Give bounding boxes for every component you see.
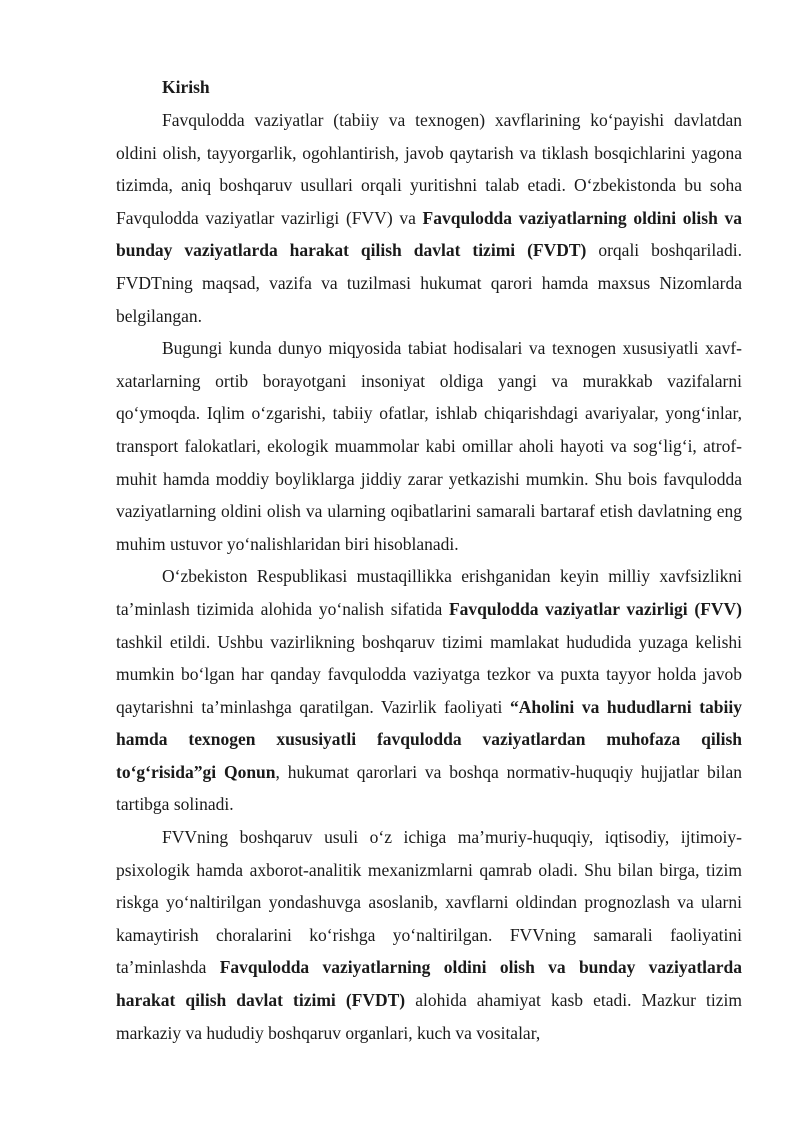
- paragraph-3-bold-1: Favqulodda vaziyatlar vazirligi (FVV): [448, 598, 742, 619]
- paragraph-3-text-3: , hukumat qarorlari va boshqa normativ-huquqiy hujjatlar bilan tartibga solinadi.: [116, 761, 742, 815]
- paragraph-3: [116, 560, 742, 821]
- paragraph-1: [116, 104, 742, 332]
- paragraph-1-text-1: Favqulodda vaziyatlar (tabiiy va texnogen) xavflarining ko‘payishi davlatdan oldini olish, tayyorgarlik, ogohlantirish, javob qaytarish va tiklash bosqichlarini yagona tizimda, aniq boshqaruv usullari orqali yuritishni talab etadi. O‘zbekistonda bu soha Favqulodda vaziyatlar vazirligi (FVV) va: [116, 110, 742, 228]
- document-body: [116, 70, 742, 1049]
- paragraph-1-text-2: orqali boshqariladi. FVDTning maqsad, vazifa va tuzilmasi hukumat qarori hamda maxsus Nizomlarda belgilangan.: [116, 240, 743, 326]
- paragraph-3-bold-2: “Aholini va hududlarni tabiiy hamda texnogen xususiyatli favqulodda vaziyatlardan muhofaza qilish to‘g‘risida”gi Qonun: [116, 696, 742, 782]
- paragraph-4: [116, 821, 742, 1049]
- section-heading: Kirish: [162, 77, 210, 97]
- paragraph-2-text-1: Bugungi kunda dunyo miqyosida tabiat hodisalari va texnogen xususiyatli xavf-xatarlarning ortib borayotgani insoniyat oldiga yangi va murakkab vazifalarni qo‘ymoqda. Iqlim o‘zgarishi, tabiiy ofatlar, ishlab chiqarishdagi avariyalar, yong‘inlar, transport falokatlari, ekologik muammolar kabi omillar aholi hayoti va sog‘lig‘i, atrof-muhit hamda moddiy boyliklarga jiddiy zarar yetkazishi mumkin. Shu bois favqulodda vaziyatlarning oldini olish va ularning oqibatlarini samarali bartaraf etish davlatning eng muhim ustuvor yo‘nalishlaridan biri hisoblanadi.: [116, 338, 742, 554]
- paragraph-3-text-1: O‘zbekiston Respublikasi mustaqillikka erishganidan keyin milliy xavfsizlikni ta’minlash tizimida alohida yo‘nalish sifatida: [116, 566, 742, 619]
- paragraph-4-bold-1: Favqulodda vaziyatlarning oldini olish va bunday vaziyatlarda harakat qilish davlat tizimi (FVDT): [116, 957, 743, 1011]
- paragraph-4-text-2: alohida ahamiyat kasb etadi. Mazkur tizim markaziy va hududiy boshqaruv organlari, kuch va vositalar,: [116, 990, 742, 1043]
- paragraph-3-text-2: tashkil etildi. Ushbu vazirlikning boshqaruv tizimi mamlakat hududida yuzaga kelishi mumkin bo‘lgan har qanday favqulodda vaziyatga tezkor va puxta tayyor holda javob qaytarishni ta’minlashga qaratilgan. Vazirlik faoliyati: [116, 631, 742, 717]
- paragraph-1-bold-1: Favqulodda vaziyatlarning oldini olish va bunday vaziyatlarda harakat qilish davlat tizimi (FVDT): [116, 207, 743, 261]
- paragraph-2: [116, 332, 742, 560]
- paragraph-4-text-1: FVVning boshqaruv usuli o‘z ichiga ma’muriy-huquqiy, iqtisodiy, ijtimoiy-psixologik hamda axborot-analitik mexanizmlarni qamrab oladi. Shu bilan birga, tizim riskga yo‘naltirilgan yondashuvga asoslanib, xavflarni oldindan prognozlash va ularni kamaytirish choralarini ko‘rishga yo‘naltirilgan. FVVning samarali faoliyatini ta’minlashda: [116, 827, 742, 978]
